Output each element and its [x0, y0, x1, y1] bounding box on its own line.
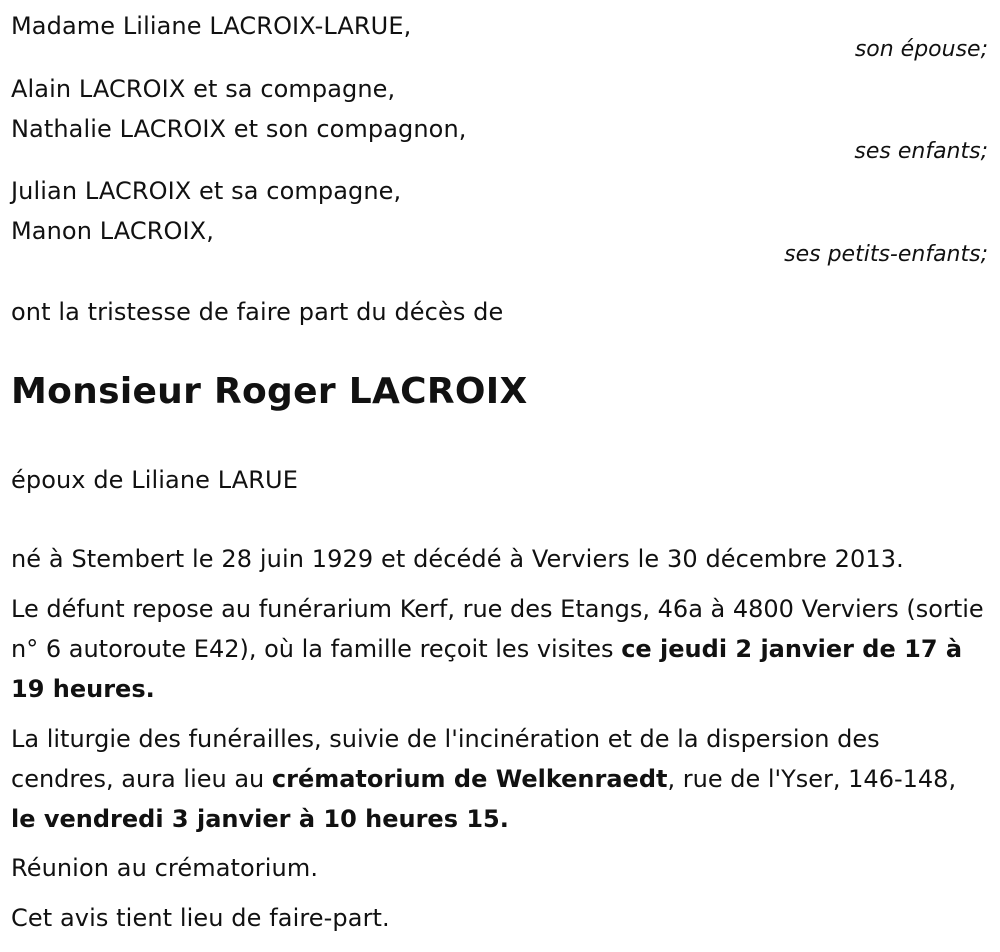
intro-text: ont la tristesse de faire part du décès de	[11, 298, 504, 326]
child-name-1: Alain LACROIX et sa compagne,	[11, 75, 396, 103]
birth-death-line: né à Stembert le 28 juin 1929 et décédé à Verviers le 30 décembre 2013.	[11, 545, 904, 573]
liturgy-text-1: La liturgie des funérailles, suivie de l'incinération et de la dispersion des cendres, aura lieu au	[11, 725, 880, 793]
grandchild-name-1: Julian LACROIX et sa compagne,	[11, 177, 402, 205]
visitation-text: Le défunt repose au funérarium Kerf, rue des Etangs, 46a à 4800 Verviers (sortie n° 6 autoroute E42), où la famille reçoit les visites	[11, 595, 984, 663]
visitation-paragraph	[11, 589, 986, 709]
grandchildren-role: ses petits-enfants;	[784, 242, 988, 267]
child-name-2: Nathalie LACROIX et son compagnon,	[11, 115, 467, 143]
deceased-name: Monsieur Roger LACROIX	[11, 371, 528, 412]
notice-line: Cet avis tient lieu de faire-part.	[11, 904, 390, 932]
spouse-name: Madame Liliane LACROIX-LARUE,	[11, 12, 412, 40]
crematorium-name: crématorium de Welkenraedt	[271, 765, 668, 793]
spouse-of-line: époux de Liliane LARUE	[11, 466, 298, 494]
grandchild-name-2: Manon LACROIX,	[11, 217, 214, 245]
meeting-line: Réunion au crématorium.	[11, 854, 319, 882]
liturgy-paragraph	[11, 719, 986, 839]
visitation-time: ce jeudi 2 janvier de 17 à 19 heures.	[11, 635, 963, 703]
liturgy-time: le vendredi 3 janvier à 10 heures 15.	[11, 805, 509, 833]
spouse-role: son épouse;	[854, 37, 988, 62]
liturgy-text-2: , rue de l'Yser, 146-148,	[667, 765, 957, 793]
children-role: ses enfants;	[854, 139, 988, 164]
